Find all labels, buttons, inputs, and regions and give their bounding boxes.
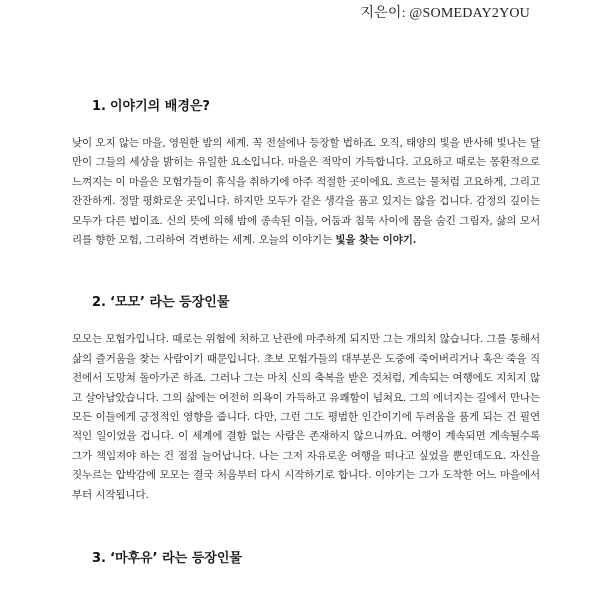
document-body [72,96,540,570]
section-heading-mafuyu [92,548,540,570]
author-credit: 지은이: @SOMEDAY2YOU [360,6,530,21]
section-number: 1. [92,99,106,114]
section-paragraph-momo [72,330,540,505]
section-title-text: 이야기의 배경은? [110,99,210,114]
paragraph-text: 모모는 모험가입니다. 때로는 위험에 처하고 난관에 마주하게 되지만 그는 개의치 않습니다. 그를 통해서 삶의 즐거움을 찾는 사람이기 때문입니다. 초보 모험가들의 대부분은 도중에 죽어버리거나 혹은 죽을 직전에서 도망쳐 돌아가곤 하죠. 그러나 그는 마치 신의 축복을 받은 것처럼, 계속되는 여행에도 지치지 않고 살아남았습니다. 그의 삶에는 여전히 의욕이 가득하고 유쾌함이 넘쳐요. 그의 에너지는 길에서 만나는 모든 이들에게 긍정적인 영향을 줍니다. 다만, 그런 그도 평범한 인간이기에 두려움을 품게 되는 건 필연적인 일이었을 겁니다. 이 세계에 결함 없는 사람은 존재하지 않으니까요. 여행이 계속되면 계속될수록 그가 책임져야 하는 건 점점 늘어납니다. 나는 그저 자유로운 여행을 떠나고 싶었을 뿐인데도요. 자신을 짓누르는 압박감에 모모는 결국 처음부터 다시 시작하기로 합니다. 이야기는 그가 도착한 어느 마을에서부터 시작됩니다. [72,333,540,501]
section-heading-momo [92,292,540,314]
section-title-text: ‘마후유’ 라는 등장인물 [110,551,242,567]
paragraph-text: 낮이 오지 않는 마을, 영원한 밤의 세계. 꼭 전설에나 등장할 법하죠. 오직, 태양의 빛을 반사해 빛나는 달만이 그들의 세상을 밝히는 유일한 요소입니다. 마을은 적막이 가득합니다. 고요하고 때로는 몽환적으로 느껴지는 이 마을은 모험가들이 휴식을 취하기에 아주 적절한 곳이에요. 흐르는 물처럼 고요하게, 그리고 잔잔하게. 정말 평화로운 곳입니다. 하지만 모두가 같은 생각을 품고 있지는 않을 겁니다. 감정의 깊이는 모두가 다른 법이죠. 신의 뜻에 의해 밤에 종속된 이들, 어둠과 침묵 사이에 몸을 숨긴 그림자, 삶의 모서리를 향한 모험, 그리하여 격변하는 세계. 오늘의 이야기는 [72,137,540,247]
paragraph-emphasis: 빛을 찾는 이야기. [335,234,417,247]
section-title-text: ‘모모’ 라는 등장인물 [110,295,230,311]
section-number: 3. [92,551,106,567]
section-heading-background [92,96,540,118]
section-number: 2. [92,295,106,311]
section-paragraph-background [72,134,540,250]
